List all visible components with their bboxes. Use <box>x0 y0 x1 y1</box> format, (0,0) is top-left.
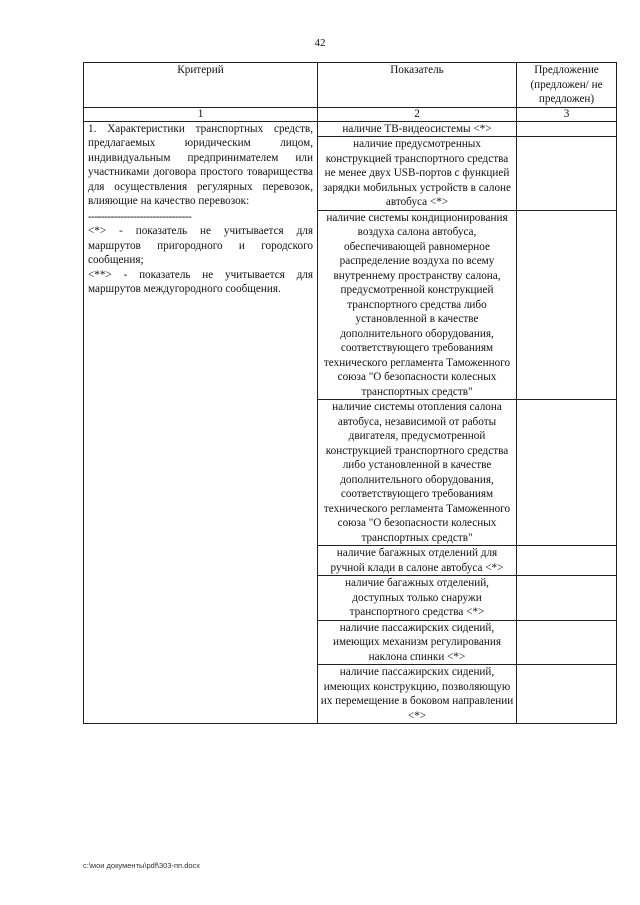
footnote-note: <**> - показатель не учитывается для маршрутов междугородного сообщения. <box>88 268 313 295</box>
indicator-cell: наличие пассажирских сидений, имеющих механизм регулирования наклона спинки <*> <box>318 620 517 665</box>
header-criterion: Критерий <box>84 63 318 108</box>
column-numbers-row <box>84 107 617 121</box>
proposal-cell <box>517 665 617 724</box>
proposal-cell <box>517 576 617 621</box>
page-number: 42 <box>314 37 326 49</box>
criteria-table <box>83 62 617 724</box>
criterion-cell <box>84 121 318 724</box>
table-row <box>84 121 617 137</box>
proposal-cell <box>517 546 617 576</box>
column-number: 3 <box>517 107 617 121</box>
indicator-cell: наличие багажных отделений для ручной клади в салоне автобуса <*> <box>318 546 517 576</box>
header-proposal: Предложение (предложен/ не предложен) <box>517 63 617 108</box>
proposal-cell <box>517 210 617 400</box>
header-indicator: Показатель <box>318 63 517 108</box>
indicator-cell: наличие ТВ-видеосистемы <*> <box>318 121 517 137</box>
proposal-cell <box>517 400 617 546</box>
column-number: 2 <box>318 107 517 121</box>
proposal-cell <box>517 121 617 137</box>
indicator-cell: наличие пассажирских сидений, имеющих конструкцию, позволяющую их перемещение в боковом направлении <*> <box>318 665 517 724</box>
indicator-cell: наличие системы отопления салона автобуса, независимой от работы двигателя, предусмотренной конструкцией транспортного средства либо установленной в качестве дополнительного оборудования, соответствующего требованиям технического регламента Таможенного союза "О безопасности колесных транспортных средств" <box>318 400 517 546</box>
proposal-cell <box>517 620 617 665</box>
document-path-footer: c:\мои документы\pdf\303-пп.docx <box>83 861 201 870</box>
table-header-row <box>84 63 617 108</box>
criterion-title: 1. Характеристики транспортных средств, предлагаемых юридическим лицом, индивидуальным предпринимателем или участниками договора простого товарищества для осуществления регулярных перевозок, влияющие на качество перевозок: <box>88 122 313 207</box>
proposal-cell <box>517 137 617 211</box>
indicator-cell: наличие предусмотренных конструкцией транспортного средства не менее двух USB-портов с функцией зарядки мобильных устройств в салоне автобуса <*> <box>318 137 517 211</box>
indicator-cell: наличие системы кондиционирования воздуха салона автобуса, обеспечивающей равномерное распределение воздуха по всему внутреннему пространству салона, предусмотренной конструкцией транспортного средства либо установленной в качестве дополнительного оборудования, соответствующего требованиям технического регламента Таможенного союза "О безопасности колесных транспортных средств" <box>318 210 517 400</box>
indicator-cell: наличие багажных отделений, доступных только снаружи транспортного средства <*> <box>318 576 517 621</box>
column-number: 1 <box>84 107 318 121</box>
footnote-note: <*> - показатель не учитывается для маршрутов пригородного и городского сообщения; <box>88 225 313 266</box>
footnote-separator: -------------------------------- <box>88 210 192 223</box>
